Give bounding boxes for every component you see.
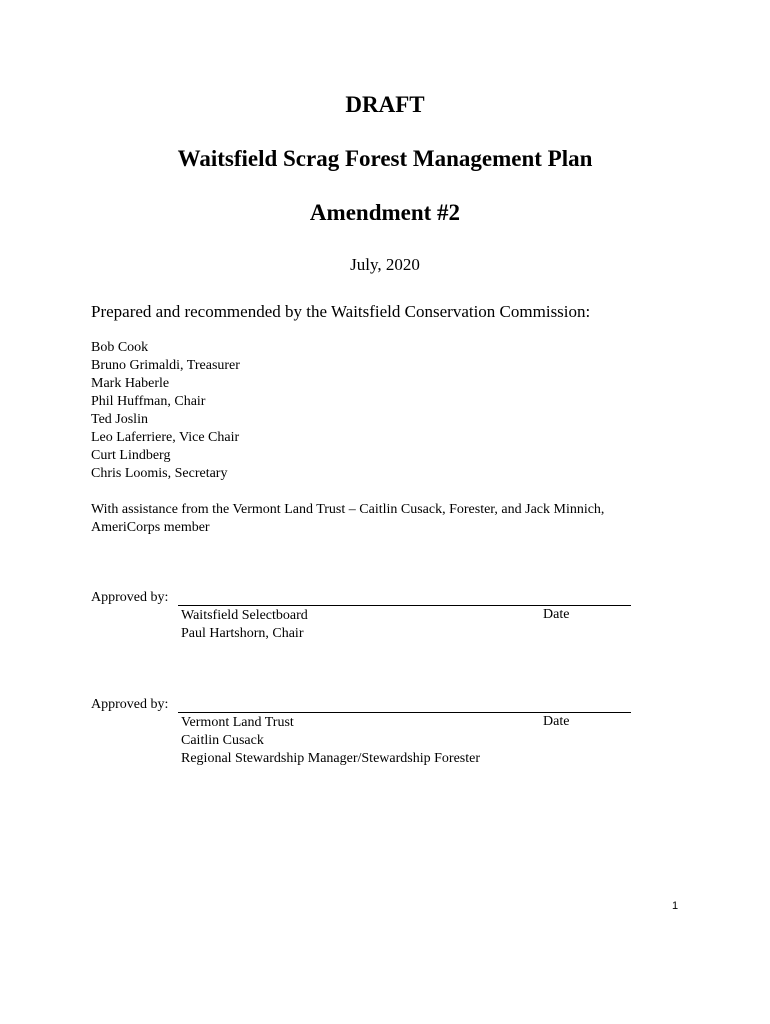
member-item: Curt Lindberg <box>91 448 171 463</box>
amendment-heading: Amendment #2 <box>309 200 461 225</box>
member-item: Chris Loomis, Secretary <box>91 466 228 481</box>
signature-line[interactable] <box>178 605 631 606</box>
approved-by-label: Approved by: <box>91 590 169 605</box>
date-label: Date <box>543 714 570 729</box>
draft-heading: DRAFT <box>345 92 425 117</box>
member-item: Phil Huffman, Chair <box>91 394 206 409</box>
approver-name: Paul Hartshorn, Chair <box>181 626 304 641</box>
approver-organization: Vermont Land Trust <box>181 715 294 730</box>
approver-organization: Waitsfield Selectboard <box>181 608 308 623</box>
assistance-statement: With assistance from the Vermont Land Trust – Caitlin Cusack, Forester, and Jack Minnich, AmeriCorps member <box>91 502 605 535</box>
page-number: 1 <box>672 900 679 912</box>
member-item: Bob Cook <box>91 340 149 355</box>
approver-title: Regional Stewardship Manager/Stewardship Forester <box>181 751 480 766</box>
member-item: Mark Haberle <box>91 376 170 391</box>
commission-member-list <box>91 339 240 483</box>
approver-name: Caitlin Cusack <box>181 733 264 748</box>
member-item: Leo Laferriere, Vice Chair <box>91 430 240 445</box>
prepared-by-statement: Prepared and recommended by the Waitsfield Conservation Commission: <box>91 302 591 321</box>
signature-line[interactable] <box>178 712 631 713</box>
member-item: Bruno Grimaldi, Treasurer <box>91 358 240 373</box>
document-date: July, 2020 <box>350 255 420 274</box>
approved-by-label: Approved by: <box>91 697 169 712</box>
member-item: Ted Joslin <box>91 412 148 427</box>
date-label: Date <box>543 607 570 622</box>
document-title: Waitsfield Scrag Forest Management Plan <box>177 146 593 171</box>
